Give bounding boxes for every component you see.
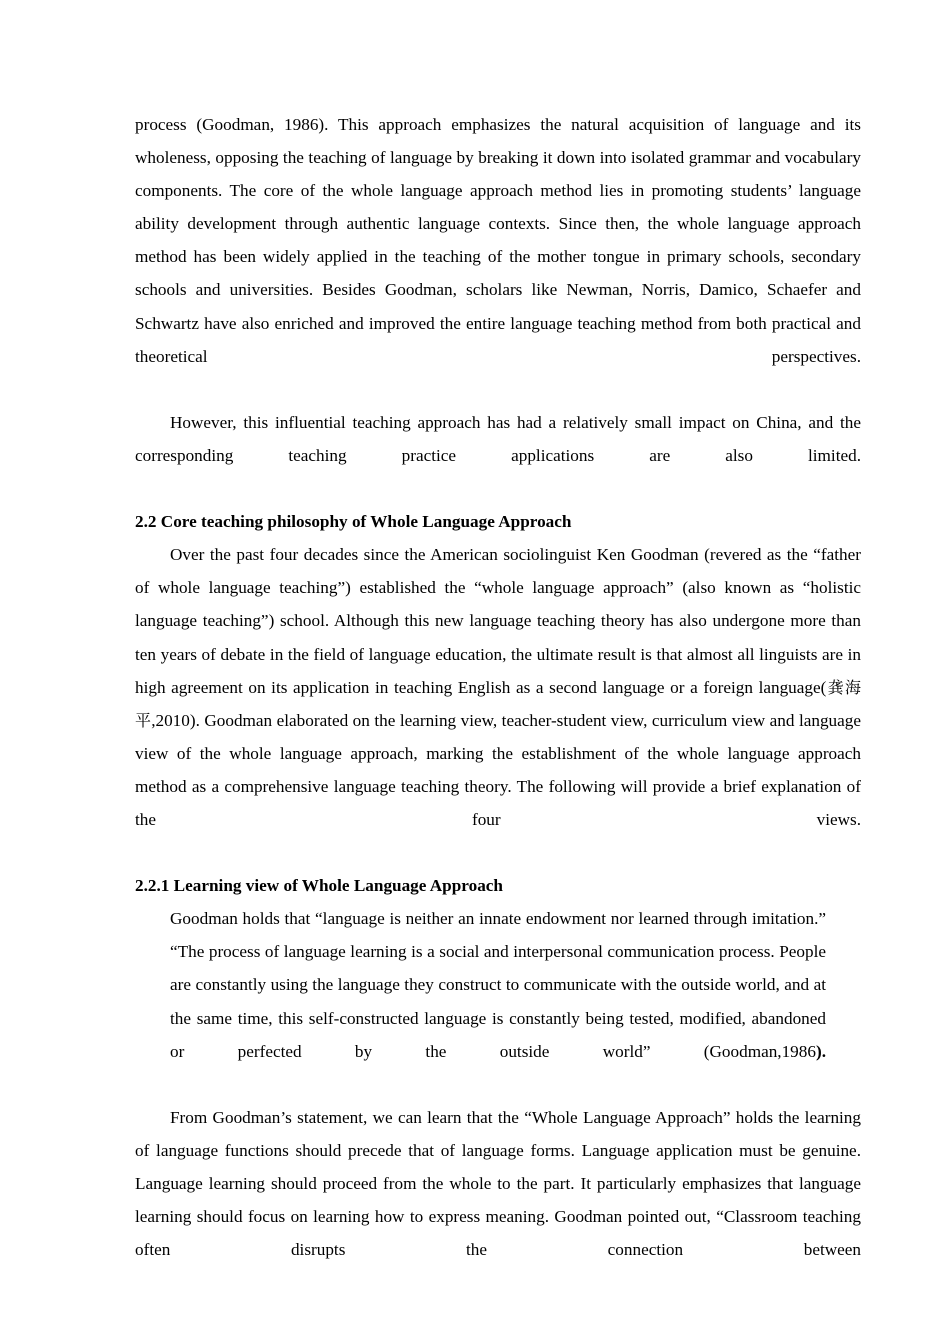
quote-text-segment: Goodman holds that “language is neither an innate endowment nor learned through imitation.” “The process of language learning is a social and interpersonal communication process. People are constantly using the language they construct to communicate with the outside world, and at the same time, this self-constructed language is constantly being tested, modified, abandoned or perfected by the outside world” (Goodman,1986 <box>170 909 826 1061</box>
page-content-column <box>135 108 861 1299</box>
paragraph-continued-approach: process (Goodman, 1986). This approach emphasizes the natural acquisition of language and its wholeness, opposing the teaching of language by breaking it down into isolated grammar and vocabulary components. The core of the whole language approach method lies in promoting students’ language ability development through authentic language contexts. Since then, the whole language approach method has been widely applied in the teaching of the mother tongue in primary schools, secondary schools and universities. Besides Goodman, scholars like Newman, Norris, Damico, Schaefer and Schwartz have also enriched and improved the entire language teaching method from both practical and theoretical perspectives. <box>135 115 861 366</box>
paragraph-over-past-four-decades <box>135 538 861 869</box>
heading-2-2-core-teaching-philosophy: 2.2 Core teaching philosophy of Whole Language Approach <box>135 512 572 532</box>
paragraph-text-segment-2: ,2010). Goodman elaborated on the learning view, teacher-student view, curriculum view and language view of the whole language approach, marking the establishment of the whole language approach method as a comprehensive language teaching theory. The following will provide a brief explanation of the four views. <box>135 710 861 829</box>
quote-block-goodman-learning-view <box>135 902 861 1101</box>
cjk-citation-name: 龚海平 <box>135 677 861 730</box>
paragraph-text-segment-1: Over the past four decades since the American sociolinguist Ken Goodman (revered as the “father of whole language teaching”) established the “whole language approach” (also known as “holistic language teaching”) school. Although this new language teaching theory has also undergone more than ten years of debate in the field of language education, the ultimate result is that almost all linguists are in high agreement on its application in teaching English as a second language or a foreign language( <box>135 545 861 697</box>
paragraph-however-china: However, this influential teaching approach has had a relatively small impact on China, and the corresponding teaching practice applications are also limited. <box>135 412 861 465</box>
heading-2-2-1-learning-view: 2.2.1 Learning view of Whole Language Approach <box>135 876 503 896</box>
quote-paragraph <box>170 902 826 1101</box>
paragraph-from-goodmans-statement: From Goodman’s statement, we can learn that the “Whole Language Approach” holds the learning of language functions should precede that of language forms. Language application must be genuine. Language learning should proceed from the whole to the part. It particularly emphasizes that language learning should focus on learning how to express meaning. Goodman pointed out, “Classroom teaching often disrupts the connection between <box>135 1107 861 1260</box>
quote-bold-tail: ). <box>815 1041 826 1061</box>
